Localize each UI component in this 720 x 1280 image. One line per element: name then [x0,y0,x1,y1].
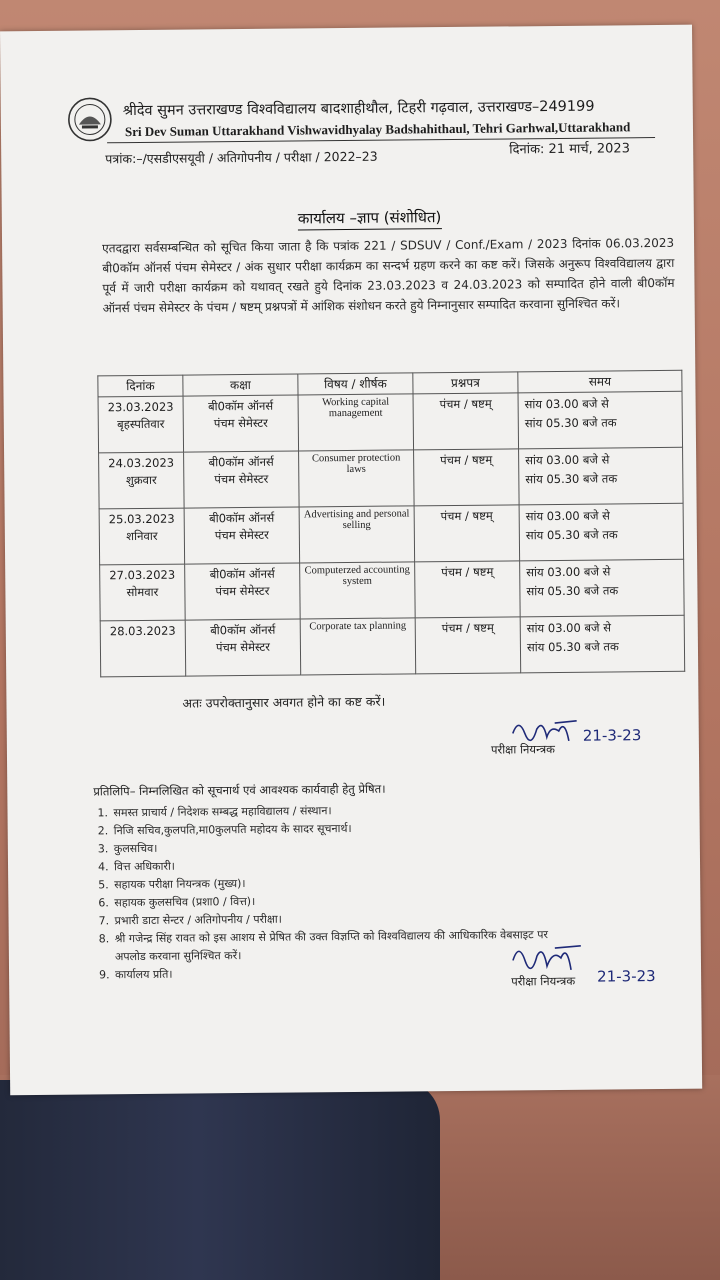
end-time: सांय 05.30 बजे तक [526,639,619,655]
cell-class [185,619,301,676]
signature-2-label: परीक्षा नियन्त्रक [511,973,576,989]
signature-2-date: 21-3-23 [597,967,656,986]
list-item: 7. प्रभारी डाटा सेन्टर / अतिगोपनीय / परीक्षा। [112,908,562,930]
signature-1-date: 21-3-23 [582,726,642,745]
table-row [99,447,684,509]
cell-date [99,452,185,509]
day-text: सोमवार [126,584,159,600]
cell-class [184,507,300,564]
copy-heading: प्रतिलिपि– निम्नलिखित को सूचनार्थ एवं आवश्यक कार्यवाही हेतु प्रेषित। [93,781,386,799]
day-text: शनिवार [126,528,158,544]
cell-paper: पंचम / षष्टम् [415,617,521,674]
start-time: सांय 03.00 बजे से [524,396,609,412]
day-text: बृहस्पतिवार [117,416,165,432]
semester-text: पंचम सेमेस्टर [215,639,271,655]
date-text: 23.03.2023 [107,399,174,415]
signature-1-label: परीक्षा नियन्त्रक [490,742,556,757]
end-time: सांय 05.30 बजे तक [525,471,618,487]
cell-time [519,447,684,505]
list-item: 2. निजि सचिव,कुलपति,मा0कुलपति महोदय के सादर सूचनार्थ। [112,818,562,840]
table-row [99,503,684,565]
cell-paper: पंचम / षष्टम् [413,393,519,450]
cell-class [184,451,300,508]
university-name-hindi: श्रीदेव सुमन उत्तराखण्ड विश्वविद्यालय बादशाहीथौल, टिहरी गढ़वाल, उत्तराखण्ड–249199 [122,98,595,120]
person-leg [0,1080,440,1280]
reference-number: पत्रांक:–/एसडीएसयूवी / अतिगोपनीय / परीक्षा / 2022–23 [105,148,378,167]
cell-subject: Corporate tax planning [300,618,416,675]
class-text: बी0कॉम ऑनर्स [208,454,274,470]
cell-subject: Consumer protection laws [299,450,415,507]
date-text: 28.03.2023 [109,623,176,639]
list-item: 1. समस्त प्राचार्य / निदेशक सम्बद्ध महाविद्यालय / संस्थान। [111,800,561,822]
document-page [0,25,702,1096]
start-time: सांय 03.00 बजे से [525,508,610,524]
cell-date [98,396,184,453]
cell-subject: Working capital management [298,394,414,451]
cell-paper: पंचम / षष्टम् [414,449,520,506]
cell-class [185,563,301,620]
university-logo-icon [67,96,113,142]
date-text: 24.03.2023 [108,455,175,471]
class-text: बी0कॉम ऑनर्स [207,398,274,414]
table-row [100,615,685,677]
copy-list [93,800,563,984]
list-item: 4. वित्त अधिकारी। [112,854,562,876]
list-item: 6. सहायक कुलसचिव (प्रशा0 / वित्त)। [112,890,562,912]
cell-date [99,508,185,565]
closing-line: अतः उपरोक्तानुसार अवगत होने का कष्ट करें। [182,693,386,711]
end-time: सांय 05.30 बजे तक [524,415,617,431]
cell-time [520,559,685,617]
cell-time [519,503,684,561]
cell-paper: पंचम / षष्टम् [414,505,520,562]
start-time: सांय 03.00 बजे से [525,452,610,468]
column-header-date: दिनांक [98,375,183,397]
start-time: सांय 03.00 बजे से [526,620,612,636]
column-header-paper: प्रश्नपत्र [413,372,518,394]
exam-schedule-table [97,370,685,678]
column-header-time: समय [518,370,682,393]
document-date: दिनांक: 21 मार्च, 2023 [509,141,631,158]
class-text: बी0कॉम ऑनर्स [209,566,275,582]
date-text: 25.03.2023 [108,511,175,527]
column-header-class: कक्षा [183,374,298,396]
column-header-subject: विषय / शीर्षक [298,373,413,395]
date-text: 27.03.2023 [109,567,176,583]
cell-class [183,395,299,452]
cell-date [100,620,186,677]
cell-subject: Computerzed accounting system [300,562,416,619]
class-text: बी0कॉम ऑनर्स [209,510,275,526]
list-item: 8. श्री गजेन्द्र सिंह रावत को इस आशय से प्रेषित की उक्त विज्ञप्ति को विश्वविद्यालय की आधिकारिक वेबसाइट पर अपलोड करवाना सुनिश्चित करें। [113,926,563,966]
list-item: 5. सहायक परीक्षा नियन्त्रक (मुख्य)। [112,872,562,894]
table-row [100,559,685,621]
semester-text: पंचम सेमेस्टर [214,471,269,487]
semester-text: पंचम सेमेस्टर [214,527,269,543]
semester-text: पंचम सेमेस्टर [213,415,268,431]
university-name-english: Sri Dev Suman Uttarakhand Vishwavidhyalay Badshahithaul, Tehri Garhwal,Uttarakhand [124,119,631,140]
cell-paper: पंचम / षष्टम् [415,561,521,618]
semester-text: पंचम सेमेस्टर [215,583,270,599]
list-item: 9. कार्यालय प्रति। [113,962,563,984]
cell-subject: Advertising and personal selling [299,506,415,563]
cell-date [100,564,186,621]
day-text: शुक्रवार [125,472,157,488]
cell-time [518,391,683,449]
start-time: सांय 03.00 बजे से [526,564,611,580]
end-time: सांय 05.30 बजे तक [525,527,618,543]
class-text: बी0कॉम ऑनर्स [210,622,276,638]
end-time: सांय 05.30 बजे तक [526,583,619,599]
list-item: 3. कुलसचिव। [112,836,562,858]
table-row [98,391,683,453]
page-title: कार्यालय –ज्ञाप (संशोधित) [298,207,442,230]
body-paragraph: एतदद्वारा सर्वसम्बन्धित को सूचित किया जाता है कि पत्रांक 221 / SDSUV / Conf./Exam / 2023 दिनांक 06.03.2023 बी0कॉम ऑनर्स पंचम सेमेस्टर / अंक सुधार परीक्षा कार्यक्रम का सन्दर्भ ग्रहण करने का कष्ट करें। जिसके अनुरूप विश्वविद्यालय द्वारा पूर्व में जारी परीक्षा कार्यक्रम को यथावत् रखते हुये दिनांक 23.03.2023 व 24.03.2023 को सम्पादित होने वाली बी0कॉम ऑनर्स पंचम सेमेस्टर के पंचम / षष्टम् प्रश्नपत्रों में आंशिक संशोधन करते हुये निम्नानुसार सम्पादित करवाना सुनिश्चित करें। [102,235,675,316]
cell-time [520,615,685,673]
